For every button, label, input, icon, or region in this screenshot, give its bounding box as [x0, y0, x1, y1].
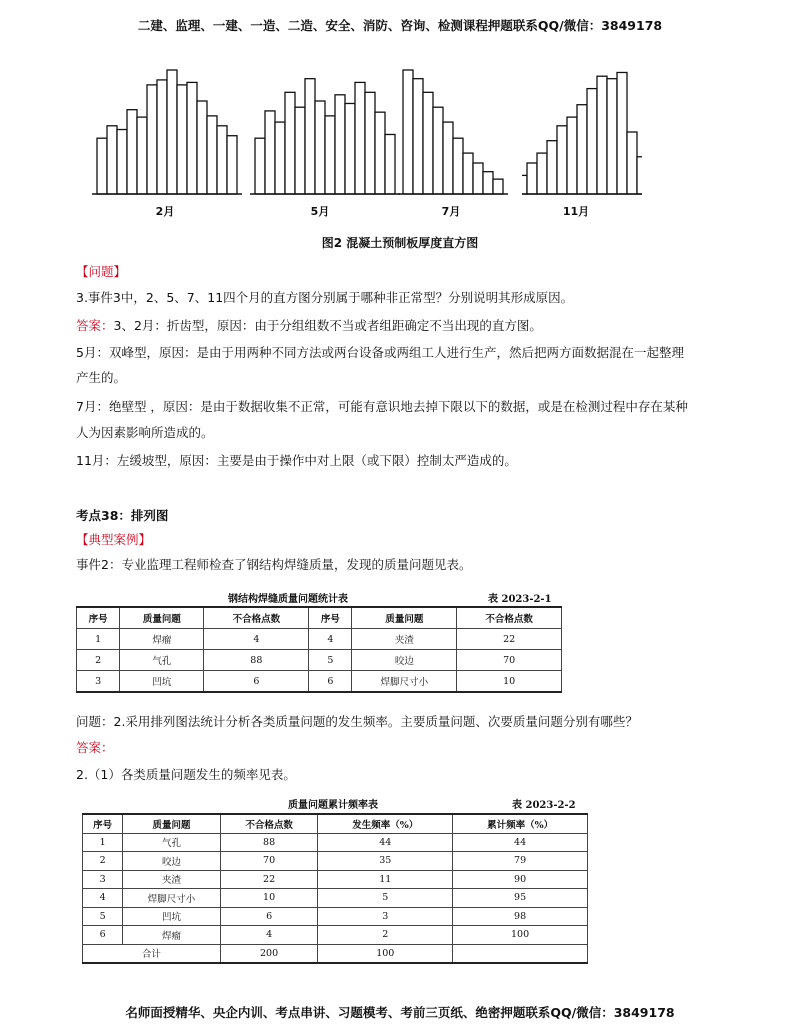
histogram-bar — [473, 163, 483, 194]
histogram-bar — [537, 153, 547, 194]
table-cell: 90 — [453, 870, 588, 889]
answer-jul-1: 7月：绝壁型 ，原因：是由于数据收集不正常，可能有意识地去掉下限以下的数据，或是在检测过程中存在某种 — [76, 399, 688, 414]
histogram-jul-svg — [398, 60, 508, 200]
table-row — [83, 926, 588, 945]
histogram-bar — [557, 126, 567, 194]
table-cell: 6 — [220, 907, 318, 926]
answer-jul-2: 人为因素影响所造成的。 — [76, 425, 214, 440]
histogram-bar — [607, 79, 617, 194]
table-cell: 70 — [457, 650, 562, 671]
table-cell: 3 — [77, 671, 120, 693]
histogram-bar — [637, 157, 642, 194]
table-cell: 焊脚尺寸小 — [123, 889, 221, 908]
histogram-bar — [385, 134, 395, 194]
histogram-bar — [315, 101, 325, 194]
answer-2-tag: 答案： — [76, 740, 114, 755]
histogram-label-feb: 2月 — [155, 205, 175, 218]
table-cell: 79 — [453, 852, 588, 871]
table-cell: 凹坑 — [123, 907, 221, 926]
answer-may-1: 5月：双峰型，原因：是由于用两种不同方法或两台设备或两组工人进行生产，然后把两方面数据混在一起整理 — [76, 345, 684, 360]
table-row — [77, 629, 562, 650]
histogram-bar — [345, 103, 355, 194]
histogram-bar — [285, 92, 295, 194]
histogram-bar — [483, 172, 493, 194]
event-text: 事件2：专业监理工程师检查了钢结构焊缝质量，发现的质量问题见表。 — [76, 557, 472, 572]
histogram-bar — [443, 122, 453, 194]
table-total-row — [83, 944, 588, 963]
table-row — [77, 671, 562, 693]
histogram-bar — [587, 89, 597, 194]
histogram-bar — [577, 105, 587, 194]
table-row — [77, 650, 562, 671]
table-row — [83, 907, 588, 926]
histogram-bar — [117, 130, 127, 194]
answer-may-2: 产生的。 — [76, 370, 127, 385]
histogram-bar — [567, 117, 577, 194]
table-cell: 6 — [204, 671, 309, 693]
histogram-bar — [403, 70, 413, 194]
histogram-bar — [107, 126, 117, 194]
figure-caption: 图2 混凝土预制板厚度直方图 — [321, 236, 479, 250]
histogram-bar — [265, 111, 275, 194]
table-cell: 100 — [453, 926, 588, 945]
table-header: 质量问题 — [352, 607, 457, 629]
table-cell: 1 — [77, 629, 120, 650]
table-cell: 焊瘤 — [120, 629, 204, 650]
table-cell: 5 — [309, 650, 352, 671]
table-cell: 44 — [318, 833, 453, 852]
histogram-bar — [325, 116, 335, 194]
table2-title: 质量问题累计频率表 — [288, 800, 378, 811]
table-cell: 咬边 — [352, 650, 457, 671]
table1 — [76, 606, 562, 693]
histogram-label-jul: 7月 — [441, 205, 461, 218]
table-header: 不合格点数 — [220, 814, 318, 833]
table-cell: 焊脚尺寸小 — [352, 671, 457, 693]
table-header: 序号 — [309, 607, 352, 629]
table-cell: 2 — [83, 852, 123, 871]
histogram-bar — [255, 138, 265, 194]
table-cell: 6 — [83, 926, 123, 945]
table-cell: 夹渣 — [123, 870, 221, 889]
histogram-bar — [522, 175, 527, 194]
section-heading: 考点38：排列图 — [76, 508, 169, 523]
histogram-bar — [295, 107, 305, 194]
table1-code: 表 2023-2-1 — [488, 594, 552, 605]
table-row — [83, 870, 588, 889]
table-cell: 22 — [220, 870, 318, 889]
table-cell: 4 — [204, 629, 309, 650]
total-freq: 100 — [318, 944, 453, 963]
histogram-bar — [147, 85, 157, 194]
total-label: 合计 — [83, 944, 221, 963]
histogram-bar — [207, 116, 217, 194]
page-header: 二建、监理、一建、一造、二造、安全、消防、咨询、检测课程押题联系QQ/微信：3849178 — [137, 18, 663, 33]
histogram-bar — [527, 163, 537, 194]
table-cell: 3 — [83, 870, 123, 889]
histogram-bar — [137, 117, 147, 194]
total-points: 200 — [220, 944, 318, 963]
table-header: 发生频率（%） — [318, 814, 453, 833]
table-cell: 2 — [318, 926, 453, 945]
histogram-bar — [97, 138, 107, 194]
table-header: 质量问题 — [120, 607, 204, 629]
table-cell: 4 — [309, 629, 352, 650]
case-tag: 【典型案例】 — [76, 532, 152, 547]
answer-2-text: 2.（1）各类质量问题发生的频率见表。 — [76, 767, 296, 782]
histogram-bar — [227, 136, 237, 194]
table-cell: 夹渣 — [352, 629, 457, 650]
table2-code: 表 2023-2-2 — [512, 800, 576, 811]
histogram-bar — [355, 82, 365, 194]
table-cell: 95 — [453, 889, 588, 908]
histogram-bar — [627, 132, 637, 194]
table-cell: 咬边 — [123, 852, 221, 871]
table-cell: 4 — [83, 889, 123, 908]
histogram-label-may: 5月 — [310, 205, 330, 218]
table-cell: 22 — [457, 629, 562, 650]
table2-header-row — [83, 814, 588, 833]
table-cell: 凹坑 — [120, 671, 204, 693]
table2 — [82, 813, 588, 964]
histogram-bar — [453, 138, 463, 194]
table-cell: 1 — [83, 833, 123, 852]
table-row — [83, 833, 588, 852]
histogram-bar — [217, 126, 227, 194]
histogram-bar — [463, 153, 473, 194]
answer-tag: 答案： — [76, 318, 114, 333]
table-cell: 10 — [457, 671, 562, 693]
histogram-label-nov: 11月 — [562, 205, 590, 218]
question-tag: 【问题】 — [76, 264, 127, 279]
histogram-bar — [375, 112, 385, 194]
histogram-bar — [365, 92, 375, 194]
table-cell: 35 — [318, 852, 453, 871]
histogram-bar — [157, 80, 167, 194]
histogram-feb — [92, 60, 242, 200]
histogram-may-svg — [250, 60, 400, 200]
histogram-bar — [127, 110, 137, 194]
histogram-bar — [413, 79, 423, 194]
table-header: 序号 — [83, 814, 123, 833]
question-2-text: 问题：2.采用排列图法统计分析各类质量问题的发生频率。主要质量问题、次要质量问题分别有哪些？ — [76, 714, 638, 729]
table-header: 累计频率（%） — [453, 814, 588, 833]
histogram-bar — [597, 76, 607, 194]
answer-line-1 — [76, 315, 736, 337]
table-cell — [453, 944, 588, 963]
table-cell: 焊瘤 — [123, 926, 221, 945]
table-cell: 5 — [83, 907, 123, 926]
table1-title: 钢结构焊缝质量问题统计表 — [228, 594, 348, 605]
table-row — [83, 852, 588, 871]
table-cell: 70 — [220, 852, 318, 871]
histogram-bar — [335, 95, 345, 194]
histogram-nov-svg — [522, 60, 642, 200]
table-row — [83, 889, 588, 908]
table1-header-row — [77, 607, 562, 629]
histogram-jul — [398, 60, 508, 200]
question-text: 3.事件3中，2、5、7、11四个月的直方图分别属于哪种非正常型？分别说明其形成原因。 — [76, 290, 574, 305]
histogram-nov — [522, 60, 642, 200]
histogram-bar — [433, 107, 443, 194]
histogram-bar — [177, 85, 187, 194]
table-cell: 98 — [453, 907, 588, 926]
table-cell: 6 — [309, 671, 352, 693]
table-cell: 11 — [318, 870, 453, 889]
histogram-bar — [305, 79, 315, 194]
histogram-bar — [493, 179, 503, 194]
table-cell: 4 — [220, 926, 318, 945]
histogram-may — [250, 60, 400, 200]
histogram-bar — [187, 82, 197, 194]
histogram-bar — [197, 101, 207, 194]
histogram-bar — [275, 122, 285, 194]
table-cell: 3 — [318, 907, 453, 926]
table-header: 不合格点数 — [457, 607, 562, 629]
table-cell: 5 — [318, 889, 453, 908]
table-cell: 10 — [220, 889, 318, 908]
histogram-bar — [547, 141, 557, 194]
table-header: 不合格点数 — [204, 607, 309, 629]
histogram-bar — [167, 70, 177, 194]
answer-nov: 11月：左缓坡型，原因：主要是由于操作中对上限（或下限）控制太严造成的。 — [76, 453, 517, 468]
table-cell: 2 — [77, 650, 120, 671]
table-cell: 气孔 — [120, 650, 204, 671]
table-cell: 88 — [204, 650, 309, 671]
histogram-bar — [423, 92, 433, 194]
histogram-feb-svg — [92, 60, 242, 200]
table-cell: 气孔 — [123, 833, 221, 852]
page-footer: 名师面授精华、央企内训、考点串讲、习题模考、考前三页纸、绝密押题联系QQ/微信：3849178 — [125, 1005, 675, 1020]
table-cell: 88 — [220, 833, 318, 852]
table-header: 质量问题 — [123, 814, 221, 833]
answer-feb: 3、2月：折齿型，原因：由于分组组数不当或者组距确定不当出现的直方图。 — [113, 318, 542, 333]
histogram-bar — [617, 72, 627, 194]
table-header: 序号 — [77, 607, 120, 629]
table-cell: 44 — [453, 833, 588, 852]
